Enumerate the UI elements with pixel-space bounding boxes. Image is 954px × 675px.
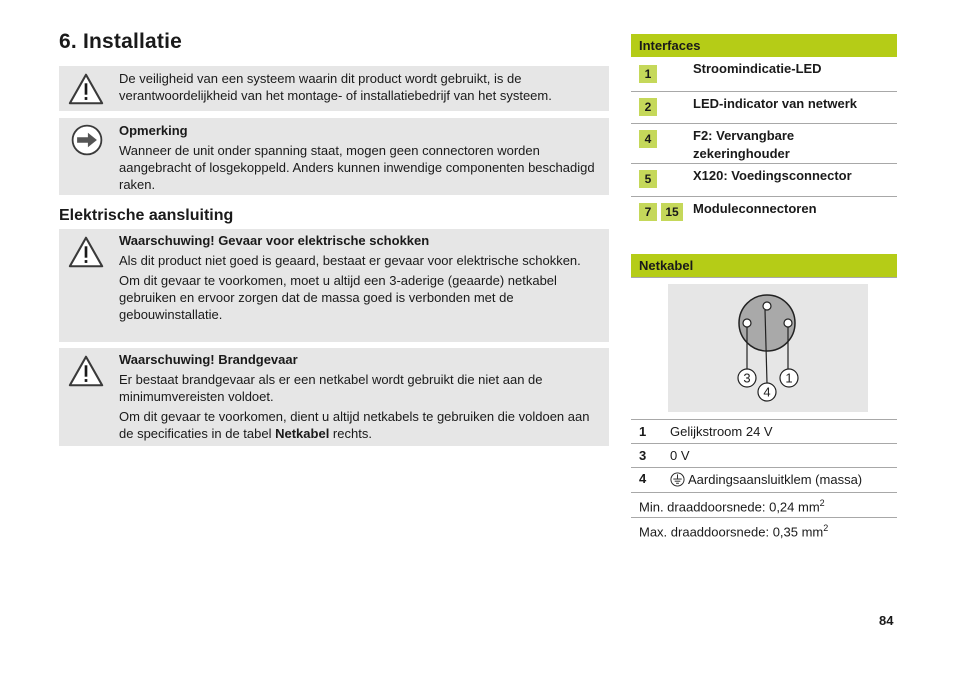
interface-tag: 4 [639,130,657,148]
shock-warning-box [59,229,609,342]
interface-label: Stroomindicatie-LED [693,61,822,76]
interface-row [631,164,897,197]
pin-description: Gelijkstroom 24 V [670,424,773,439]
diagram-label-3: 3 [743,370,751,386]
note-heading: Opmerking [119,123,188,138]
shock-text-2: Om dit gevaar te voorkomen, moet u altijd een 3-aderige (geaarde) netkabel gebruiken en ervoor zorgen dat de massa goed is verbonden met de gebouwinstallatie. [119,273,557,322]
spec-row: Max. draaddoorsnede: 0,35 $mm^2$ [631,517,897,542]
diagram-label-1: 1 [785,370,793,386]
pin-row [631,443,897,467]
pin-number: 4 [639,471,647,486]
pin-description: 0 V [670,448,690,463]
interface-row [631,92,897,124]
interface-tag: 2 [639,98,657,116]
safety-notice [59,66,609,111]
diagram-label-4: 4 [763,384,771,400]
note-text: Wanneer de unit onder spanning staat, mogen geen connectoren worden aangebracht of losgekoppeld. Anders kunnen inwendige componenten beschadigd raken. [119,143,595,192]
shock-heading: Waarschuwing! Gevaar voor elektrische schokken [119,233,430,248]
interface-label: LED-indicator van netwerk [693,96,857,111]
arrow-right-circle-icon [69,122,105,158]
interface-row [631,124,897,164]
pin-number: 3 [639,448,647,463]
shock-text-1: Als dit product niet goed is geaard, bestaat er gevaar voor elektrische schokken. [119,253,581,268]
interface-tag: 7 [639,203,657,221]
spec-row: Min. draaddoorsnede: 0,24 $mm^2$ [631,492,897,518]
warning-triangle-icon [67,70,105,108]
pin-row [631,467,897,492]
page-number: 84 [879,613,894,628]
pin-row [631,419,897,443]
interface-row [631,57,897,92]
min-wire-section: Min. draaddoorsnede: 0,24 mm [639,499,820,515]
connector-diagram [668,284,868,412]
max-wire-section: Max. draaddoorsnede: 0,35 mm [639,524,824,540]
fire-text-2: Om dit gevaar te voorkomen, dient u altijd netkabels te gebruiken die voldoen aan de specificaties in de tabel Netkabel rechts. [119,409,590,441]
page-title: 6. Installatie [59,30,183,53]
interface-row [631,197,897,227]
interface-tag: 5 [639,170,657,188]
netkabel-reference: Netkabel [275,426,330,441]
fire-heading: Waarschuwing! Brandgevaar [119,352,298,367]
warning-triangle-icon [67,352,105,390]
safety-text: De veiligheid van een systeem waarin dit product wordt gebruikt, is de verantwoordelijkheid van het montage- of installatiebedrijf van het systeem. [119,71,552,103]
warning-triangle-icon [67,233,105,271]
fire-warning-box [59,348,609,446]
fire-text-1: Er bestaat brandgevaar als er een netkabel wordt gebruikt die niet aan de minimumvereisten voldoet. [119,372,543,404]
ground-symbol-icon [670,472,685,487]
interface-tag: 1 [639,65,657,83]
interface-label: X120: Voedingsconnector [693,168,852,183]
pin-number: 1 [639,424,647,439]
pin-description: Aardingsaansluitklem (massa) [688,472,863,487]
connector-pinout-svg [668,284,868,412]
note-box [59,118,609,195]
netkabel-header: Netkabel [631,254,897,277]
interface-label: Moduleconnectoren [693,201,817,216]
interfaces-header: Interfaces [631,34,897,57]
interface-label: F2: Vervangbare zekeringhouder [693,128,795,161]
interface-tag: 15 [661,203,683,221]
section-heading: Elektrische aansluiting [59,207,234,224]
